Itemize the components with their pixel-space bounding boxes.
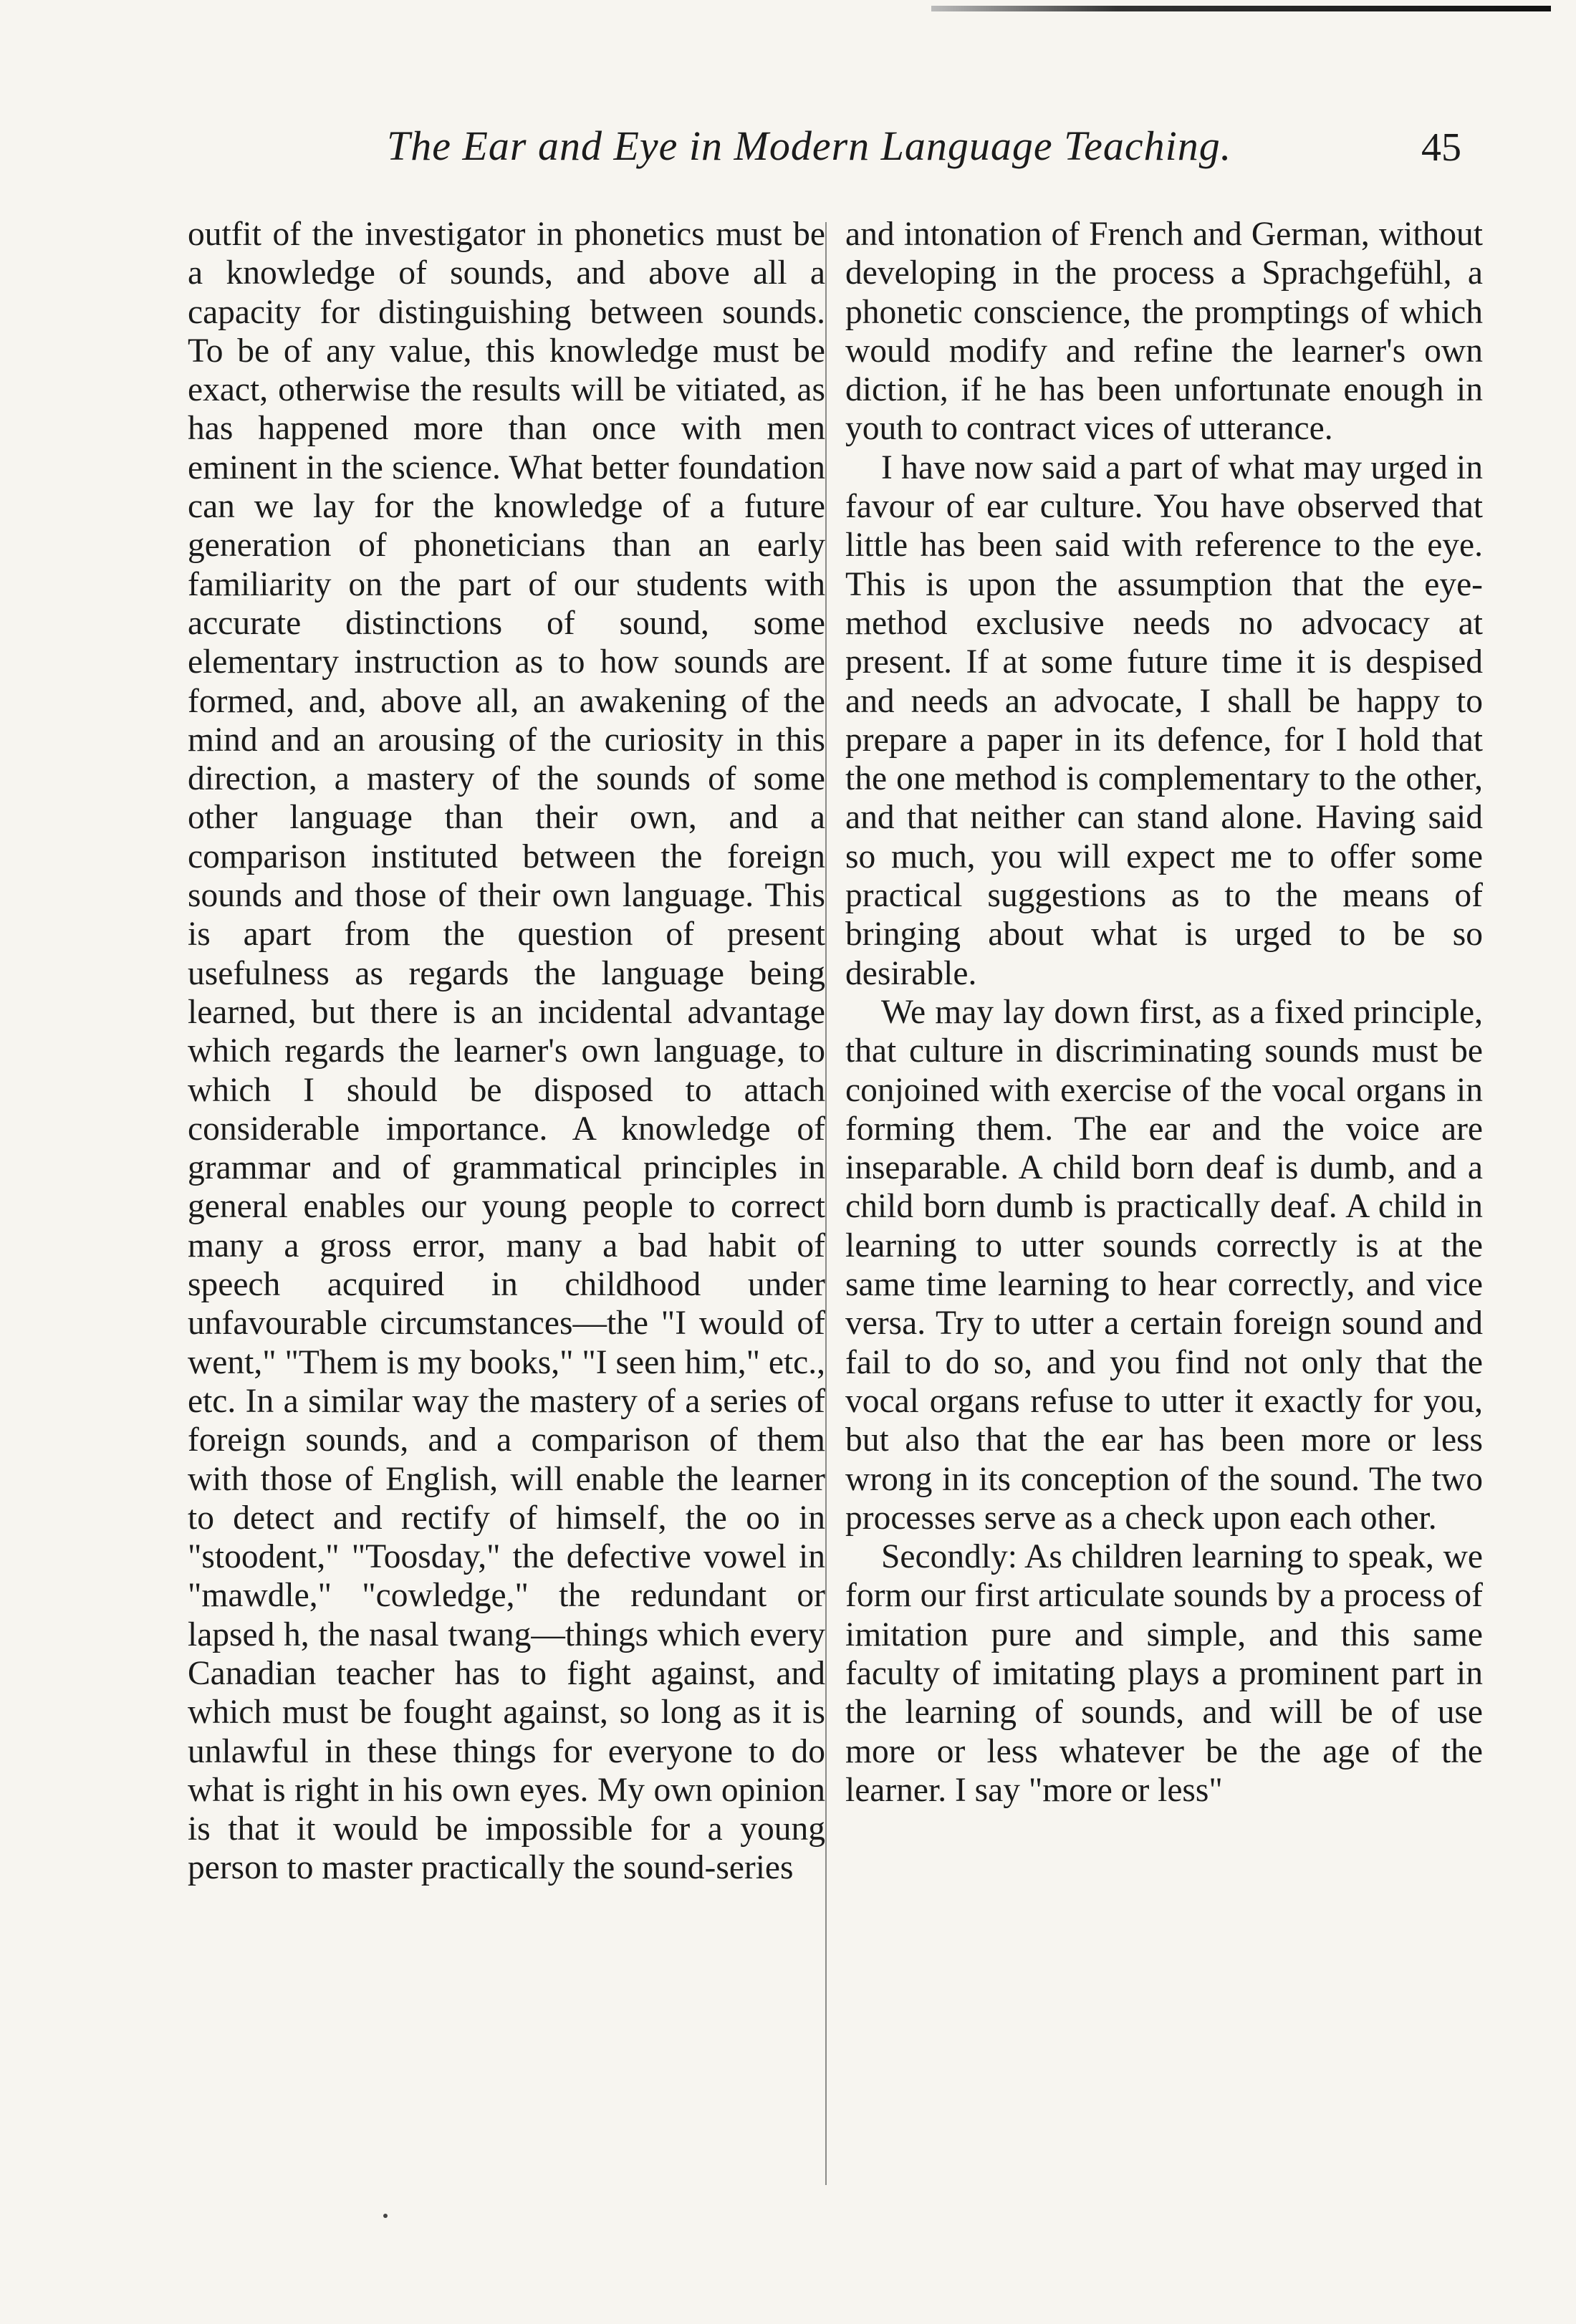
column-divider (825, 222, 827, 2185)
printer-dot (383, 2214, 388, 2218)
paragraph: We may lay down first, as a fixed principle, that culture in discriminating sounds must be conjoined with exercise of the vocal organs in forming them. The ear and the voice are inseparable. A child born deaf is dumb, and a child born dumb is practically deaf. A child in learning to utter sounds correctly is at the same time learning to hear correctly, and vice versa. Try to utter a certain foreign sound and fail to do so, and you find not only that the vocal organs refuse to utter it exactly for you, but also that the ear has been more or less wrong in its conception of the sound. The two processes serve as a check upon each other. (845, 993, 1483, 1537)
top-rule (931, 6, 1551, 11)
running-title: The Ear and Eye in Modern Language Teaching. (387, 123, 1232, 169)
page-number: 45 (1421, 125, 1461, 170)
paragraph: outfit of the investigator in phonetics must be a knowledge of sounds, and above all a capacity for distinguishing between sounds. To be of any value, this knowledge must be exact, otherwise the results will be vitiated, as has happened more than once with men eminent in the science. What better foundation can we lay for the knowledge of a future generation of phoneticians than an early familiarity on the part of our students with accurate distinctions of sound, some elementary instruction as to how sounds are formed, and, above all, an awakening of the mind and an arousing of the curiosity in this direction, a mastery of the sounds of some other language than their own, and a comparison instituted between the foreign sounds and those of their own language. This is apart from the question of present usefulness as regards the language being learned, but there is an incidental advantage which regards the learner's own language, to which I should be disposed to attach considerable importance. A knowledge of grammar and of grammatical principles in general enables our young people to correct many a gross error, many a bad habit of speech acquired in childhood under unfavourable circumstances—the "I would of went," "Them is my books," "I seen him," etc., etc. In a similar way the mastery of a series of foreign sounds, and a comparison of them with those of English, will enable the learner to detect and rectify of himself, the oo in "stoodent," "Toosday," the defective vowel in "mawdle," "cowledge," the redundant or lapsed h, the nasal twang—things which every Canadian teacher has to fight against, and which must be fought against, so long as it is unlawful in these things for everyone to do what is right in his own eyes. My own opinion is that it would be impossible for a young person to master practically the sound-series (188, 216, 825, 1887)
right-column (845, 215, 1483, 1810)
left-column (188, 215, 825, 1888)
paragraph: Secondly: As children learning to speak, we form our first articulate sounds by a process of imitation pure and simple, and this same faculty of imitating plays a prominent part in the learning of sounds, and will be of use more or less whatever be the age of the learner. I say "more or less" (845, 1538, 1483, 1809)
paragraph: I have now said a part of what may urged in favour of ear culture. You have observed that little has been said with reference to the eye. This is upon the assumption that the eye-method exclusive needs no advocacy at present. If at some future time it is despised and needs an advocate, I shall be happy to prepare a paper in its defence, for I hold that the one method is complementary to the other, and that neither can stand alone. Having said so much, you will expect me to offer some practical suggestions as to the means of bringing about what is urged to be so desirable. (845, 448, 1483, 992)
paragraph: and intonation of French and German, without developing in the process a Sprachgefühl, a phonetic conscience, the promptings of which would modify and refine the learner's own diction, if he has been unfortunate enough in youth to contract vices of utterance. (845, 216, 1483, 448)
running-head (193, 122, 1461, 186)
